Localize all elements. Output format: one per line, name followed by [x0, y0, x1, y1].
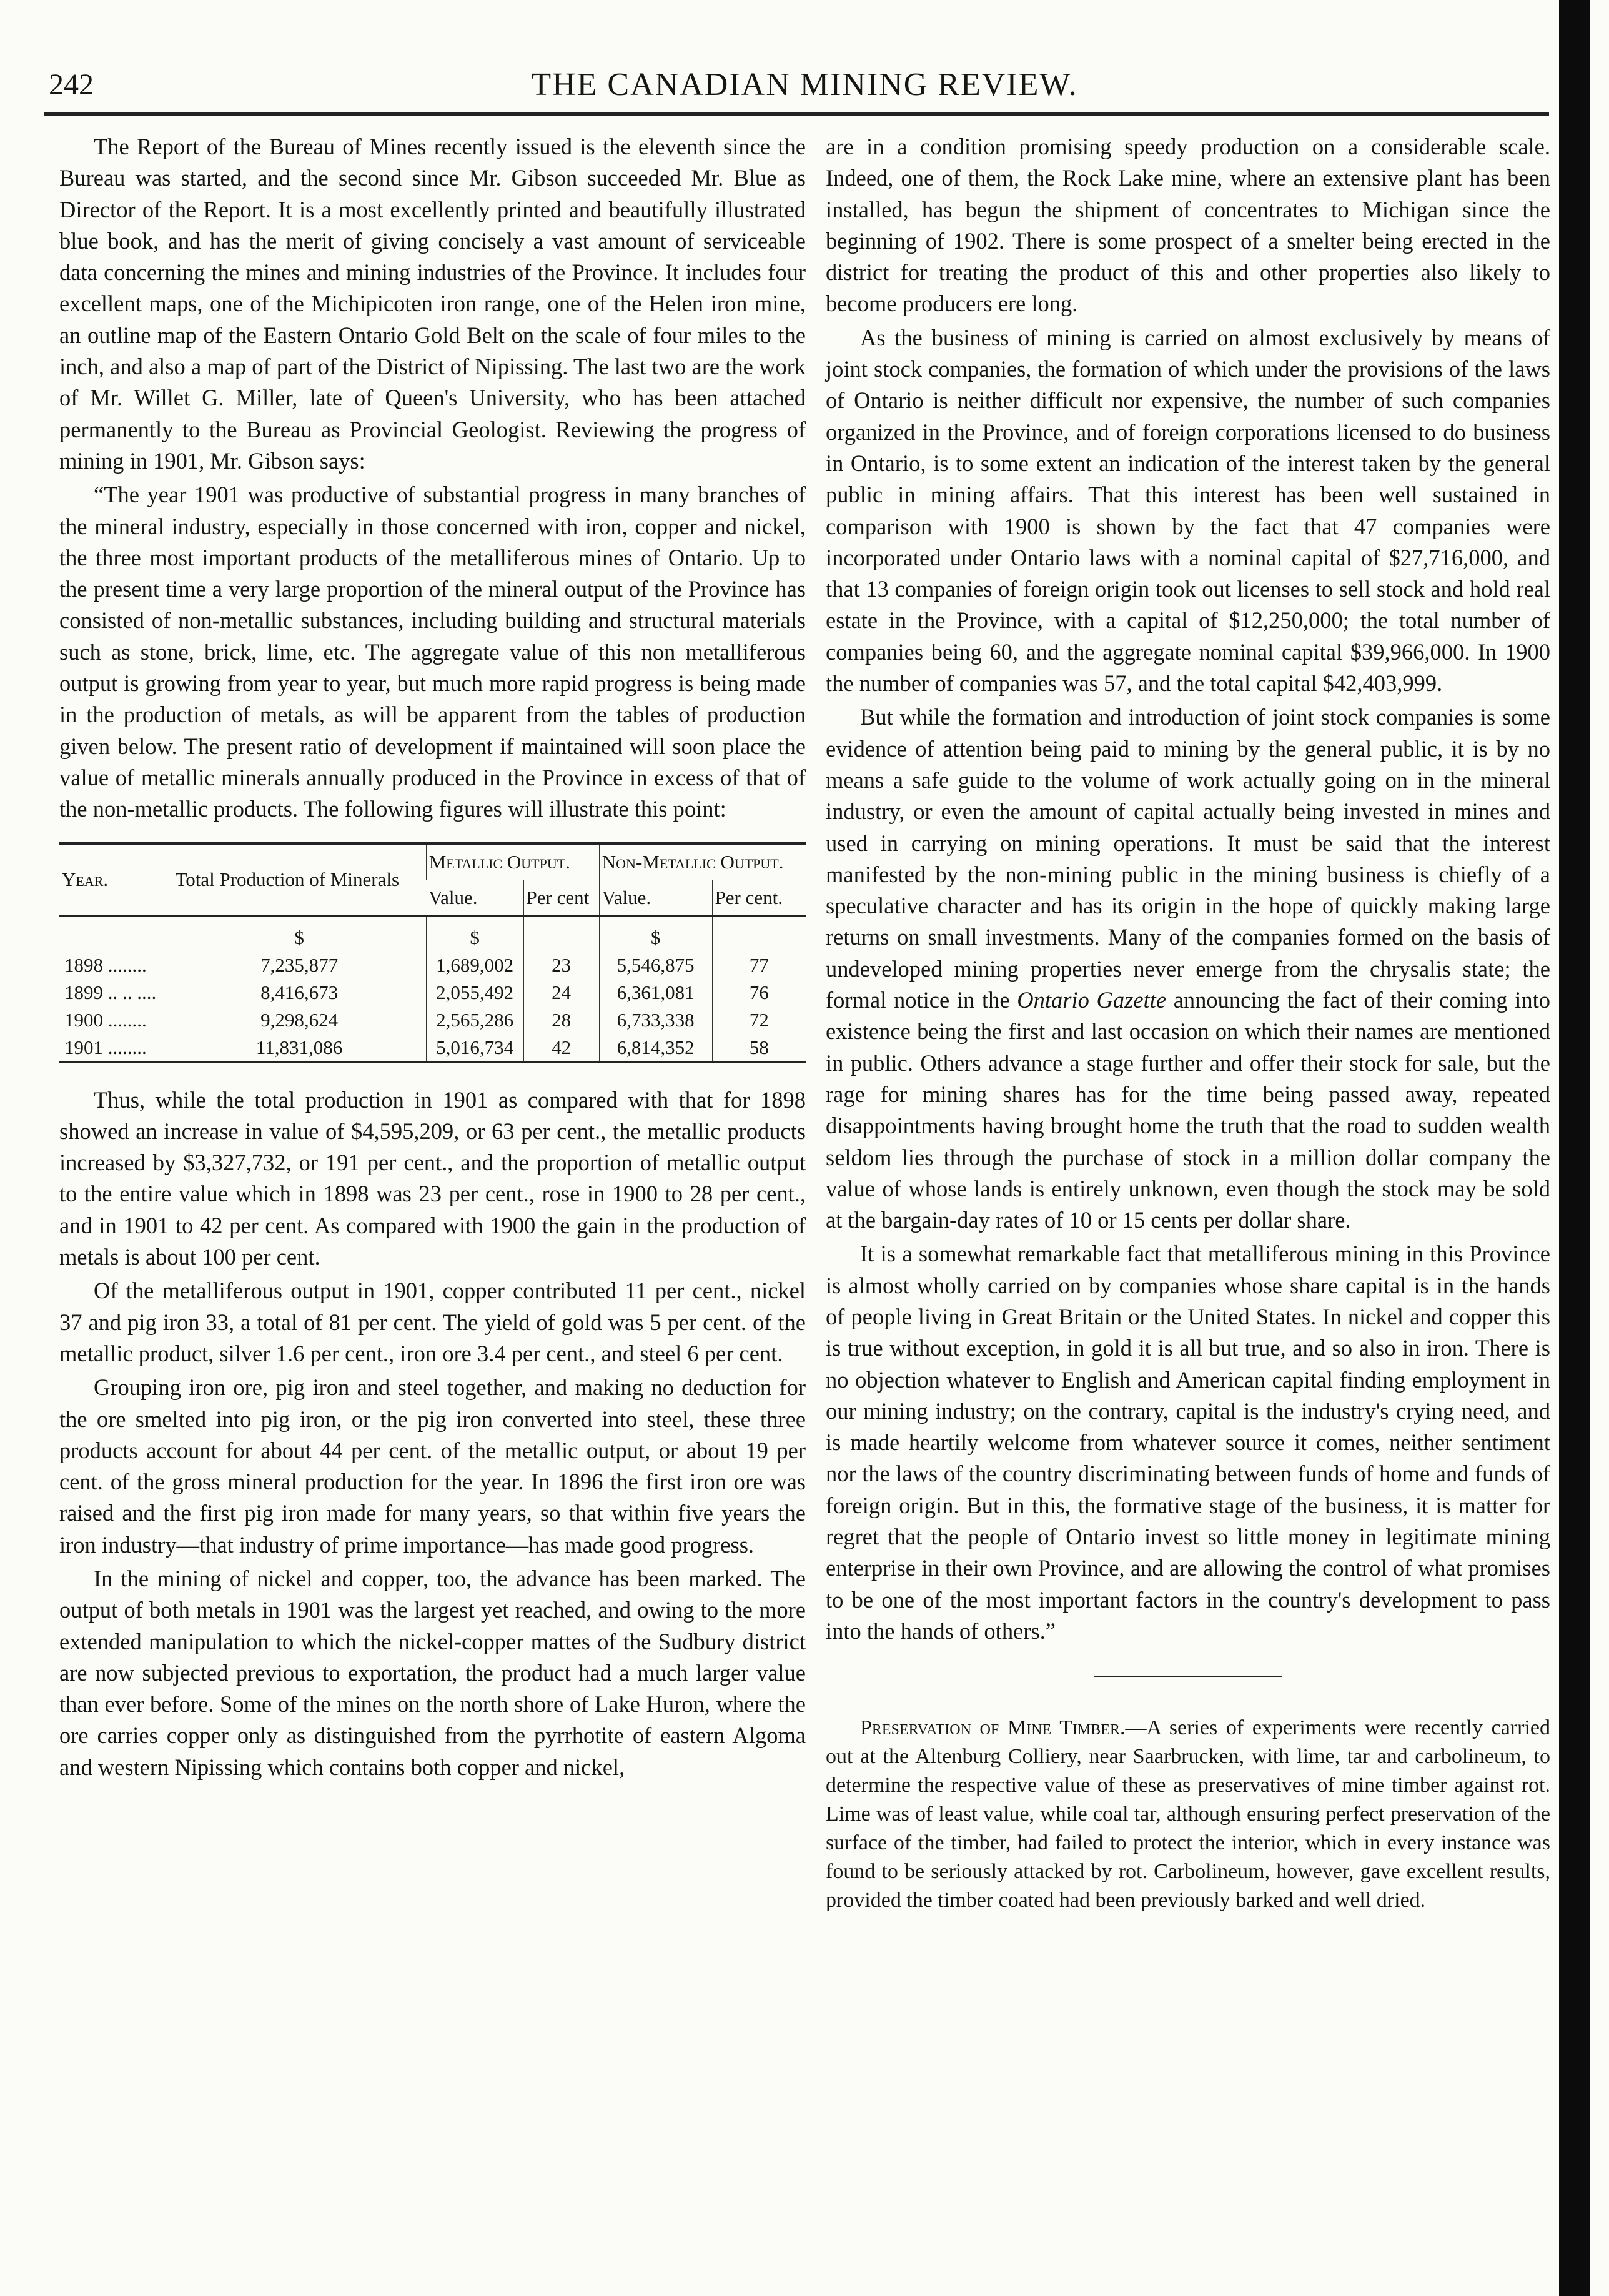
cell-year: 1901 ........	[64, 1036, 147, 1058]
unit-cell-empty	[59, 916, 172, 952]
unit-cell-metallic: $	[426, 916, 523, 952]
cell-total: 7,235,877	[172, 952, 426, 979]
right-column	[826, 131, 1550, 1915]
note-title: Preservation of Mine Timber.	[860, 1716, 1126, 1740]
unit-cell-total: $	[172, 916, 426, 952]
cell-nonmetallic-value: 6,733,338	[599, 1006, 712, 1034]
subheader-nonmetallic-value: Value.	[599, 880, 712, 916]
cell-metallic-percent: 28	[523, 1006, 599, 1034]
unit-cell-empty	[712, 916, 806, 952]
cell-metallic-value: 1,689,002	[426, 952, 523, 979]
running-head: THE CANADIAN MINING REVIEW.	[531, 67, 1078, 102]
table-row	[59, 1006, 806, 1034]
paragraph-bureau-report: The Report of the Bureau of Mines recently issued is the eleventh since the Bureau was started, and the second since Mr. Gibson succeeded Mr. Blue as Director of the Report. It is a most excellently printed and beautifully illustrated blue book, and has the merit of giving concisely a vast amount of serviceable data concerning the mines and mining industries of the Province. It includes four excellent maps, one of the Michipicoten iron range, one of the Helen iron mine, an outline map of the Eastern Ontario Gold Belt on the scale of four miles to the inch, and also a map of part of the District of Nipissing. The last two are the work of Mr. Willet G. Miller, late of Queen's University, who has been attached permanently to the Bureau as Provincial Geologist. Reviewing the progress of mining in 1901, Mr. Gibson says:	[59, 134, 806, 474]
cell-nonmetallic-percent: 72	[712, 1006, 806, 1034]
table-row	[59, 979, 806, 1006]
paragraph-metalliferous-output: Of the metalliferous output in 1901, copper contributed 11 per cent., nickel 37 and pig iron 33, a total of 81 per cent. The yield of gold was 5 per cent. of the metallic product, silver 1.6 per cent., iron ore 3.4 per cent., and steel 6 per cent.	[59, 1278, 806, 1366]
cell-metallic-percent: 23	[523, 952, 599, 979]
col-header-total: Total Production of Minerals	[172, 843, 426, 916]
cell-metallic-percent: 42	[523, 1034, 599, 1063]
table-row	[59, 952, 806, 979]
cell-metallic-value: 2,565,286	[426, 1006, 523, 1034]
header-rule	[44, 112, 1549, 118]
cell-metallic-value: 5,016,734	[426, 1034, 523, 1063]
cell-nonmetallic-value: 6,814,352	[599, 1034, 712, 1063]
section-divider	[1094, 1676, 1282, 1677]
cell-nonmetallic-percent: 58	[712, 1034, 806, 1063]
paragraph-nickel-copper: In the mining of nickel and copper, too, the advance has been marked. The output of both metals in 1901 was the largest yet reached, and owing to the more extended manipulation to which the nickel-copper mattes of the Sudbury district are now subjected previous to exportation, the product had a much larger value than ever before. Some of the mines on the north shore of Lake Huron, where the ore carries copper only as distinguished from the pyrrhotite of eastern Algoma and western Nipissing which contains both copper and nickel,	[59, 1565, 806, 1780]
paragraph-gibson-quote: “The year 1901 was productive of substantial progress in many branches of the mineral industry, especially in those concerned with iron, copper and nickel, the three most important products of the metalliferous mines of Ontario. Up to the present time a very large proportion of the mineral output of the Province has consisted of non-metallic substances, including building and structural materials such as stone, brick, lime, etc. The aggregate value of this non metalliferous output is growing from year to year, but much more rapid progress is being made in the production of metals, as will be apparent from the tables of production given below. The present ratio of development if maintained will soon place the value of metallic minerals annually produced in the Province in excess of that of the non-metallic products. The following figures will illustrate this point:	[59, 482, 806, 822]
cell-metallic-percent: 24	[523, 979, 599, 1006]
left-column	[59, 131, 806, 1783]
cell-year: 1900 ........	[64, 1008, 147, 1031]
unit-cell-nonmetallic: $	[599, 916, 712, 952]
page-number: 242	[49, 68, 94, 101]
cell-nonmetallic-percent: 77	[712, 952, 806, 979]
col-header-nonmetallic: Non-Metallic Output.	[599, 843, 806, 880]
cell-total: 11,831,086	[172, 1034, 426, 1063]
paragraph-foreign-capital: It is a somewhat remarkable fact that metalliferous mining in this Province is almost wholly carried on by companies whose share capital is in the hands of people living in Great Britain or the United States. In nickel and copper this is true without exception, in gold it is all but true, and so also in iron. There is no objection whatever to English and American capital finding employment in our mining industry; on the contrary, capital is the industry's crying need, and is made heartily welcome from whatever source it comes, neither sentiment nor the laws of the country discriminating between funds of home and funds of foreign origin. But in this, the formative stage of the business, it is matter for regret that the people of Ontario invest so little money in legitimate mining enterprise in their own Province, and are allowing the control of what promises to be one of the most important factors in the country's development to pass into the hands of others.”	[826, 1241, 1550, 1644]
cell-year: 1898 ........	[64, 953, 147, 976]
col-header-year: Year.	[62, 868, 109, 891]
paragraph-total-production: Thus, while the total production in 1901 as compared with that for 1898 showed an increase in value of $4,595,209, or 63 per cent., the metallic products increased by $3,327,732, or 191 per cent., and the proportion of metallic output to the entire value which in 1898 was 23 per cent., rose in 1900 to 28 per cent., and in 1901 to 42 per cent. As compared with 1900 the gain in the production of metals is about 100 per cent.	[59, 1086, 806, 1270]
cell-nonmetallic-value: 5,546,875	[599, 952, 712, 979]
production-table	[59, 842, 806, 1063]
cell-nonmetallic-percent: 76	[712, 979, 806, 1006]
cell-total: 8,416,673	[172, 979, 426, 1006]
note-mine-timber	[826, 1714, 1550, 1915]
col-header-metallic: Metallic Output.	[426, 843, 599, 880]
paragraph-continuation: are in a condition promising speedy production on a considerable scale. Indeed, one of them, the Rock Lake mine, where an extensive plant has been installed, has begun the shipment of concentrates to Michigan since the beginning of 1902. There is some prospect of a smelter being erected in the district for treating the product of this and other properties also likely to become producers ere long.	[826, 134, 1550, 317]
subheader-metallic-value: Value.	[426, 880, 523, 916]
paragraph-speculation-text-b: announcing the fact of their coming into existence being the first and last occasion on which their names are mentioned in public. Others advance a stage further and offer their stock for sale, but the rage for mining shares has for the time being passed away, repeated disappointments having brought home the truth that the road to sudden wealth seldom lies through the purchase of stock in a million dollar company the value of whose lands is entirely unknown, even though the stock may be sold at the bargain-day rates of 10 or 15 cents per dollar share.	[826, 987, 1551, 1233]
note-body: —A series of experiments were recently carried out at the Altenburg Colliery, near Saarbrucken, with lime, tar and carbolineum, to determine the respective value of these as preservatives of mine timber against rot. Lime was of least value, while coal tar, although ensuring perfect preservation of the surface of the timber, had failed to protect the interior, which in every instance was found to be seriously attacked by rot. Carbolineum, however, gave excellent results, provided the timber coated had been previously barked and well dried.	[826, 1716, 1550, 1912]
cell-nonmetallic-value: 6,361,081	[599, 979, 712, 1006]
paragraph-speculation-text-a: But while the formation and introduction of joint stock companies is some evidence of attention being paid to mining by the general public, it is by no means a safe guide to the volume of work actually going on in the mineral industry, or even the amount of capital actually being invested in mines and used in carrying on mining operations. It must be said that the interest manifested by the non-mining public in the mining business is chiefly of a speculative character and has its origin in the hope of quickly making large returns on small investments. Many of the companies formed on the basis of undeveloped mining properties never emerge from the chrysalis state; the formal notice in the	[826, 704, 1550, 1013]
cell-metallic-value: 2,055,492	[426, 979, 523, 1006]
scan-edge-bar	[1559, 0, 1590, 2296]
cell-total: 9,298,624	[172, 1006, 426, 1034]
subheader-nonmetallic-percent: Per cent.	[712, 880, 806, 916]
table-row	[59, 1034, 806, 1063]
cell-year: 1899 .. .. ....	[64, 981, 157, 1003]
ontario-gazette-title: Ontario Gazette	[1017, 987, 1167, 1013]
paragraph-joint-stock: As the business of mining is carried on almost exclusively by means of joint stock companies, the formation of which under the provisions of the laws of Ontario is neither difficult nor expensive, the number of such companies organized in the Province, and of foreign corporations licensed to do business in Ontario, is to some extent an indication of the interest taken by the general public in mining affairs. That this interest has been well sustained in comparison with 1900 is shown by the fact that 47 companies were incorporated under Ontario laws with a nominal capital of $27,716,000, and that 13 companies of foreign origin took out licenses to sell stock and hold real estate in the Province, with a capital of $12,250,000; the total number of companies being 60, and the aggregate nominal capital $39,966,000. In 1900 the number of companies was 57, and the total capital $42,403,999.	[826, 324, 1550, 697]
paragraph-iron-grouping: Grouping iron ore, pig iron and steel together, and making no deduction for the ore smelted into pig iron, or the pig iron converted into steel, these three products account for about 44 per cent. of the metallic output, or about 19 per cent. of the gross mineral production for the year. In 1896 the first iron ore was raised and the first pig iron made for many years, so that within five years the iron industry—that industry of prime importance—has made good progress.	[59, 1374, 806, 1558]
subheader-metallic-percent: Per cent	[523, 880, 599, 916]
paragraph-speculation	[826, 702, 1550, 1236]
unit-cell-empty	[523, 916, 599, 952]
